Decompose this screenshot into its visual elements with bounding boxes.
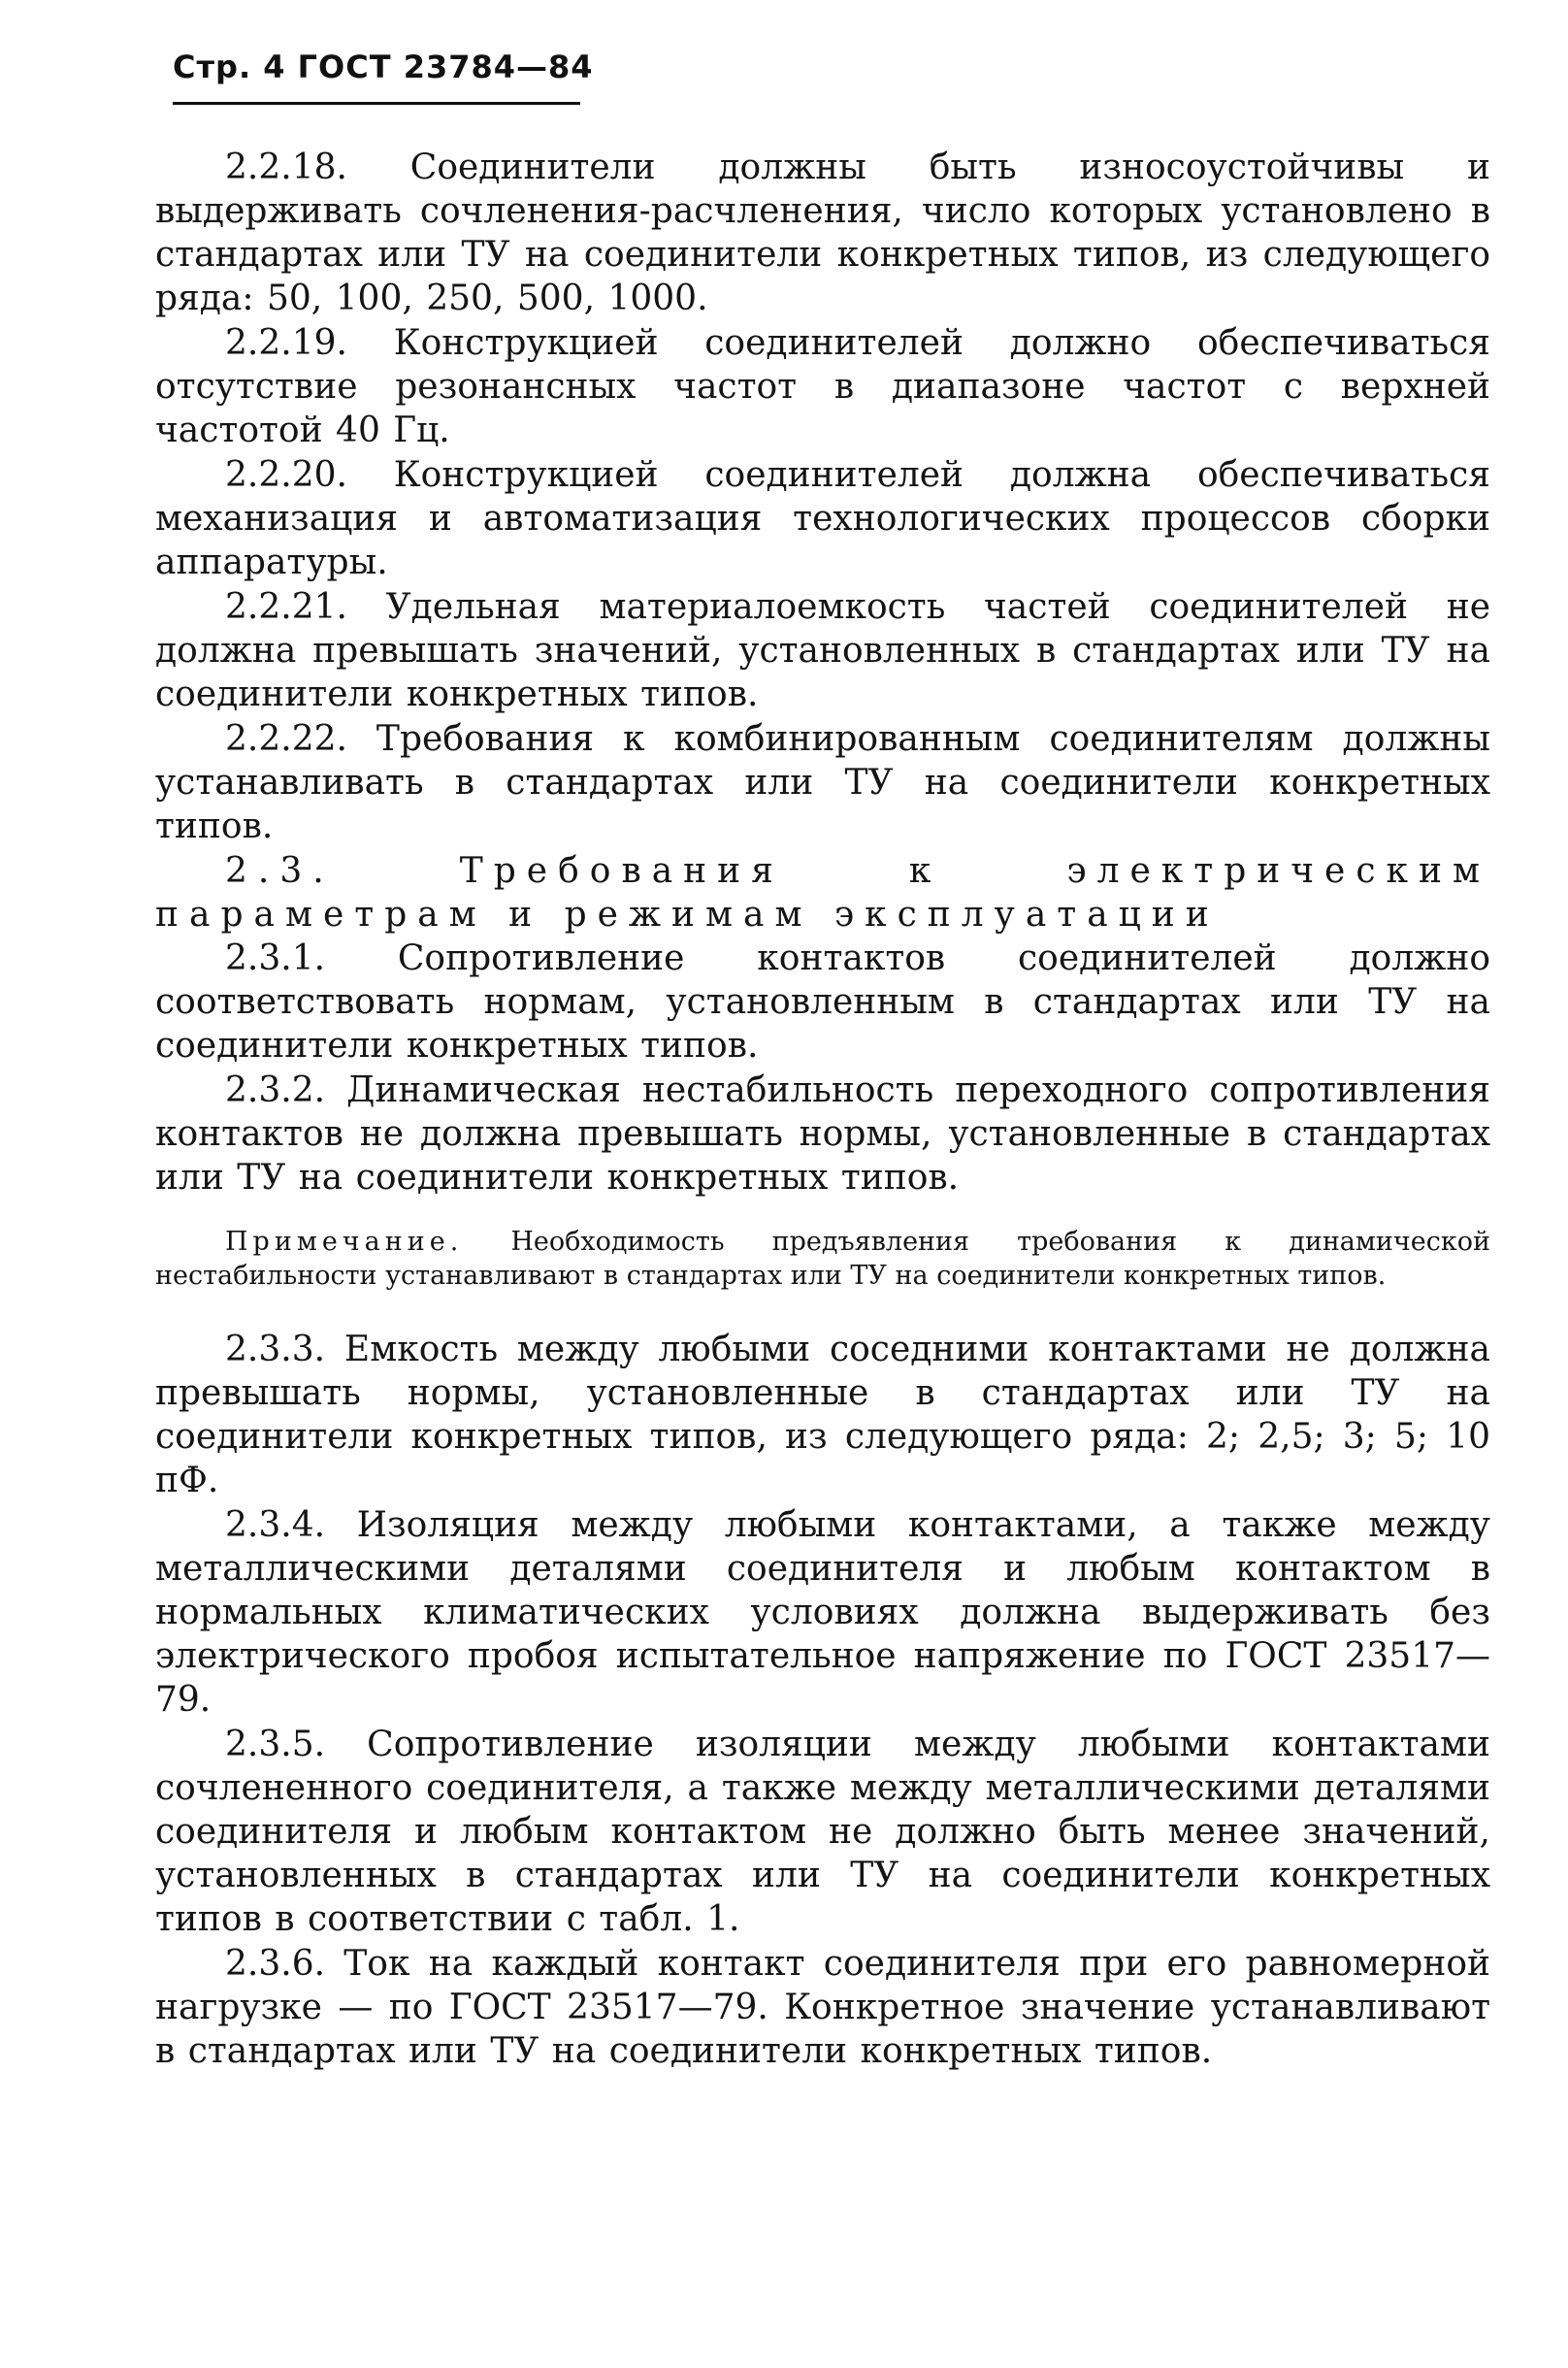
clause-2-2-22: 2.2.22. Требования к комбинированным соединителям должны устанавливать в стандартах или ТУ на соединители конкретных типов. xyxy=(155,719,1490,846)
note-text: Необходимость предъявления требования к динамической нестабильности устанавливают в стандартах или ТУ на соединители конкретных типов. xyxy=(155,1227,1490,1291)
clause-2-3-2: 2.3.2. Динамическая нестабильность переходного сопротивления контактов не должна превышать нормы, установленные в стандартах или ТУ на соединители конкретных типов. xyxy=(155,1070,1490,1198)
clause-2-3-1: 2.3.1. Сопротивление контактов соединителей должно соответствовать нормам, установленным в стандартах или ТУ на соединители конкретных типов. xyxy=(155,938,1490,1066)
clause-2-2-21: 2.2.21. Удельная материалоемкость частей соединителей не должна превышать значений, установленных в стандартах или ТУ на соединители конкретных типов. xyxy=(155,587,1490,714)
header-rule xyxy=(173,102,580,105)
note xyxy=(155,1225,1490,1293)
clause-2-2-18: 2.2.18. Соединители должны быть износоустойчивы и выдерживать сочленения-расчленения, число которых установлено в стандартах или ТУ на соединители конкретных типов, из следующего ряда: 50, 100, 250, 500, 1000. xyxy=(155,148,1490,318)
clause-2-3-6: 2.3.6. Ток на каждый контакт соединителя при его равномерной нагрузке — по ГОСТ 23517—79. Конкретное значение устанавливают в стандартах или ТУ на соединители конкретных типов. xyxy=(155,1944,1490,2071)
section-2-3-heading: 2.3. Требования к электрическим параметрам и режимам эксплуатации xyxy=(155,851,1490,935)
clause-2-2-20: 2.2.20. Конструкцией соединителей должна обеспечиваться механизация и автоматизация технологических процессов сборки аппаратуры. xyxy=(155,455,1490,582)
document-body xyxy=(155,146,1490,2074)
clause-2-3-5: 2.3.5. Сопротивление изоляции между любыми контактами сочлененного соединителя, а также между металлическими деталями соединителя и любым контактом не должно быть менее значений, установленных в стандартах или ТУ на соединители конкретных типов в соответствии с табл. 1. xyxy=(155,1725,1490,1939)
clause-2-2-19: 2.2.19. Конструкцией соединителей должно обеспечиваться отсутствие резонансных частот в диапазоне частот с верхней частотой 40 Гц. xyxy=(155,323,1490,450)
note-label: Примечание. xyxy=(225,1227,464,1257)
clause-2-3-4: 2.3.4. Изоляция между любыми контактами, а также между металлическими деталями соединителя и любым контактом в нормальных климатических условиях должна выдерживать без электрического пробоя испытательное напряжение по ГОСТ 23517—79. xyxy=(155,1505,1490,1720)
page-header: Стр. 4 ГОСТ 23784—84 xyxy=(173,49,594,85)
clause-2-3-3: 2.3.3. Емкость между любыми соседними контактами не должна превышать нормы, установленные в стандартах или ТУ на соединители конкретных типов, из следующего ряда: 2; 2,5; 3; 5; 10 пФ. xyxy=(155,1330,1490,1500)
